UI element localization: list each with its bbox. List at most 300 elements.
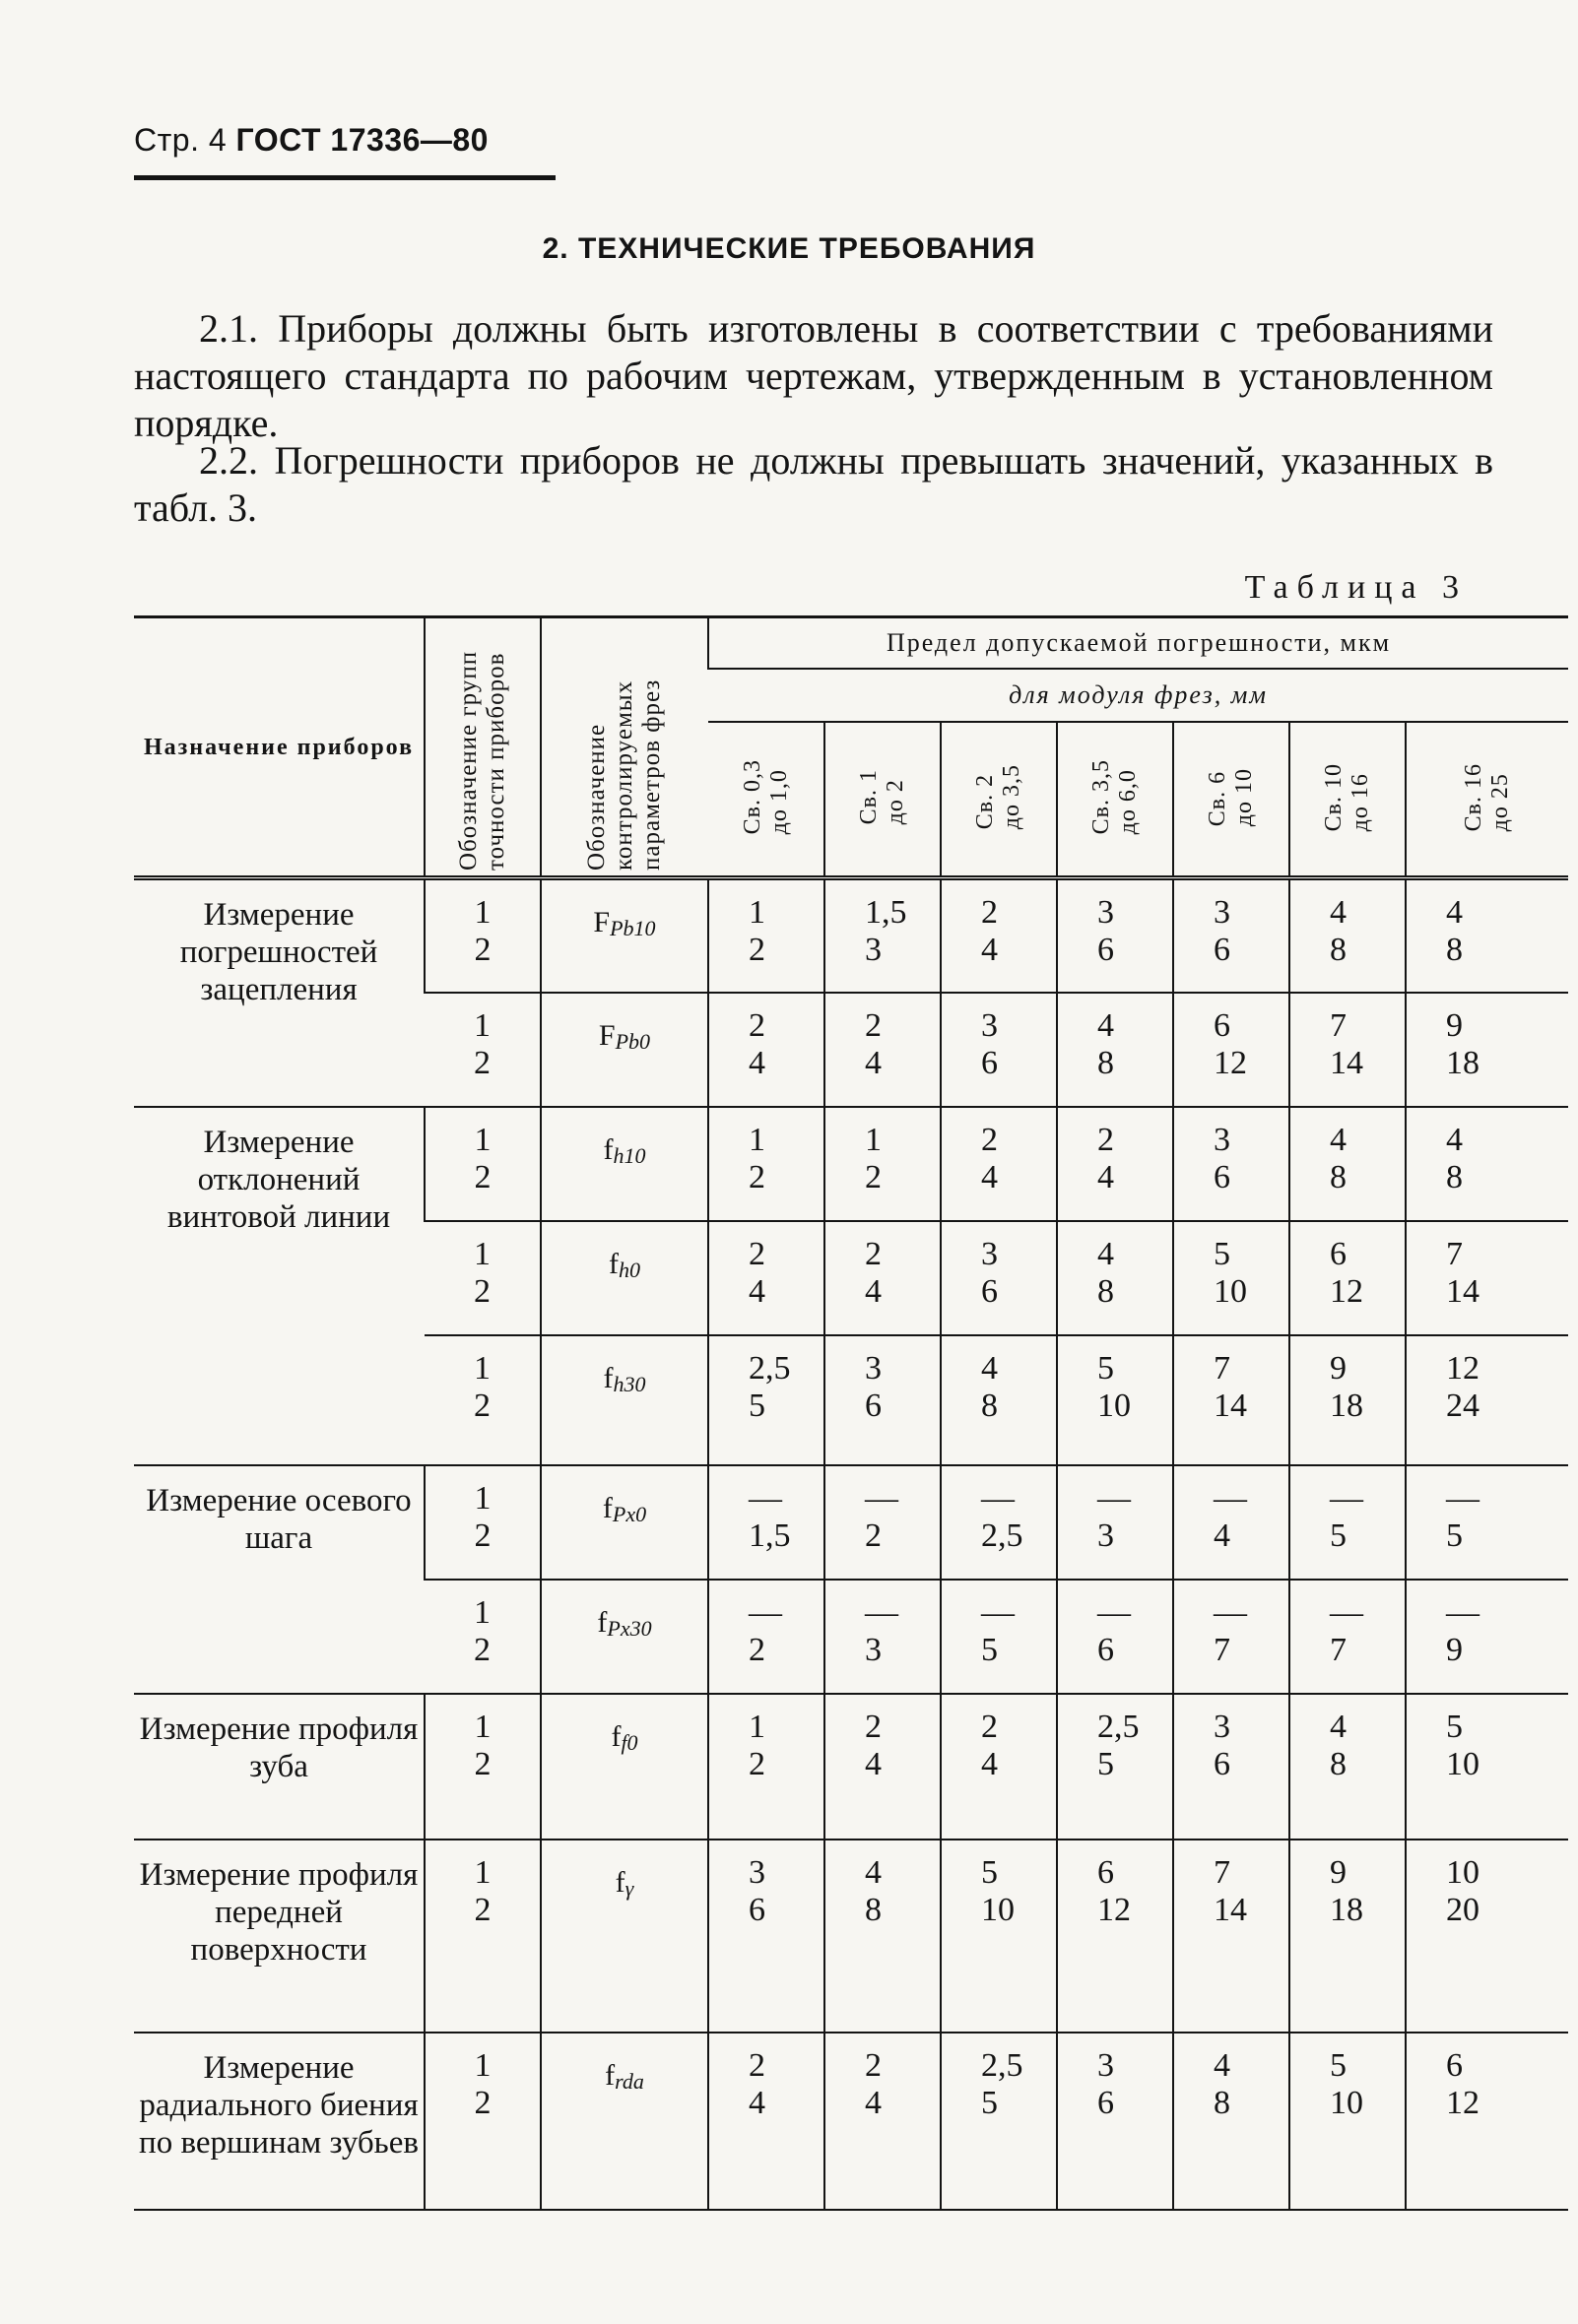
tolerance-value: 6 <box>749 1891 765 1928</box>
tolerance-value: 5 <box>749 1387 765 1424</box>
tolerance-value: 4 <box>1214 1517 1230 1554</box>
tolerance-value: 3 <box>865 932 882 968</box>
accuracy-group-cell <box>425 1221 541 1335</box>
section-title: 2. ТЕХНИЧЕСКИЕ ТРЕБОВАНИЯ <box>542 232 1036 265</box>
tolerance-value: 4 <box>1097 1235 1114 1272</box>
tolerance-cell <box>708 1465 824 1580</box>
tolerance-value: 12 <box>1330 1272 1363 1310</box>
accuracy-group: 1 <box>474 1593 491 1631</box>
tolerance-value: 2 <box>865 1708 882 1745</box>
module-range-label: Св. 6 до 10 <box>1205 767 1257 826</box>
purpose-cell: Измерение осевого шага <box>134 1465 425 1694</box>
tolerance-cell <box>1057 993 1173 1107</box>
tolerance-cell <box>824 878 941 993</box>
tolerance-cell <box>1057 1465 1173 1580</box>
tolerance-value: — <box>1330 1593 1363 1631</box>
parameter-symbol: f <box>605 2058 616 2092</box>
tolerance-cell <box>708 1335 824 1465</box>
head-purpose: Назначение приборов <box>143 734 415 760</box>
tolerance-value: 1 <box>749 1708 765 1745</box>
tolerance-value: 10 <box>1446 1853 1479 1891</box>
accuracy-group-cell <box>425 1465 541 1580</box>
tolerance-value: 5 <box>981 1631 998 1668</box>
tolerance-value: 9 <box>1330 1349 1347 1387</box>
tolerance-value: 4 <box>865 1044 882 1081</box>
tolerance-value: 6 <box>1097 2084 1114 2121</box>
tolerance-value: 6 <box>1214 932 1230 968</box>
tolerance-cell <box>1173 1221 1289 1335</box>
tolerance-value: 2 <box>865 1235 882 1272</box>
tolerance-value: 5 <box>1097 1349 1114 1387</box>
tolerance-cell <box>1173 1107 1289 1221</box>
tolerance-value: 6 <box>1446 2046 1463 2084</box>
tolerance-value: 5 <box>1214 1235 1230 1272</box>
tolerance-cell <box>1057 1694 1173 1840</box>
tolerance-value: 12 <box>1446 1349 1479 1387</box>
tolerance-value: 6 <box>981 1044 998 1081</box>
header-rule <box>134 175 556 180</box>
purpose-cell: Измерение профиля передней поверхности <box>134 1840 425 2033</box>
paragraph-2-1-text: 2.1. Приборы должны быть изготовлены в соответствии с требованиями настоящего стандарта по рабочим чертежам, утвержденным в установленном порядке. <box>134 306 1493 445</box>
tolerance-cell <box>1406 1840 1568 2033</box>
tolerance-cell <box>824 1580 941 1694</box>
tolerance-value: 5 <box>981 2084 998 2121</box>
tolerance-cell <box>1173 1580 1289 1694</box>
tolerance-value: 2 <box>749 1745 765 1782</box>
tolerance-value: 8 <box>1330 932 1347 968</box>
tolerance-value: — <box>749 1479 782 1517</box>
accuracy-group: 1 <box>474 1349 491 1387</box>
parameter-symbol: f <box>597 1605 608 1639</box>
paragraph-2-2 <box>134 437 1493 532</box>
tolerance-cell <box>1289 2033 1406 2210</box>
tolerance-cell <box>1406 1694 1568 1840</box>
tolerance-cell <box>1289 993 1406 1107</box>
tolerance-value: 2 <box>749 1235 765 1272</box>
table-group <box>134 1840 1568 2033</box>
tolerance-cell <box>1289 1335 1406 1465</box>
tolerance-value: — <box>1446 1593 1479 1631</box>
tolerance-value: 3 <box>749 1853 765 1891</box>
parameter-symbol: f <box>603 1361 614 1394</box>
tolerance-cell <box>1289 1465 1406 1580</box>
table-row <box>134 2033 1568 2210</box>
module-range-4 <box>1173 722 1289 875</box>
tolerance-value: 8 <box>1330 1745 1347 1782</box>
tolerance-value: 14 <box>1446 1272 1479 1310</box>
tolerance-value: 4 <box>865 1272 882 1310</box>
tolerance-value: 8 <box>1330 1158 1347 1195</box>
tolerance-value: 1 <box>865 1121 882 1158</box>
tolerance-value: 3 <box>1214 1121 1230 1158</box>
tolerance-value: — <box>865 1593 898 1631</box>
tolerance-value: 9 <box>1446 1006 1463 1044</box>
tolerance-cell <box>1289 878 1406 993</box>
accuracy-group: 1 <box>474 1006 491 1044</box>
accuracy-group: 2 <box>474 1631 491 1668</box>
tolerance-value: 6 <box>1214 1158 1230 1195</box>
accuracy-group: 1 <box>474 1479 492 1517</box>
tolerance-cell <box>1406 1465 1568 1580</box>
tolerance-cell <box>1057 1107 1173 1221</box>
parameter-cell <box>541 2033 708 2210</box>
parameter-cell <box>541 1221 708 1335</box>
table-row <box>134 1840 1568 2033</box>
tolerance-value: 4 <box>981 1349 998 1387</box>
tolerance-value: 6 <box>1330 1235 1347 1272</box>
tolerance-value: 6 <box>1097 1631 1114 1668</box>
tolerance-cell <box>941 2033 1057 2210</box>
tolerance-value: — <box>981 1479 1015 1517</box>
tolerance-value: 2,5 <box>1097 1708 1140 1745</box>
tolerance-value: 4 <box>1330 1121 1347 1158</box>
tolerance-cell <box>1173 2033 1289 2210</box>
tolerance-cell <box>941 1840 1057 2033</box>
tolerance-value: 2 <box>865 1158 882 1195</box>
module-range-label: Св. 2 до 3,5 <box>972 764 1024 830</box>
parameter-symbol: F <box>593 906 611 938</box>
accuracy-group: 2 <box>474 932 492 968</box>
tolerance-value: 4 <box>865 2084 882 2121</box>
tolerance-value: 4 <box>1214 2046 1230 2084</box>
tolerance-cell <box>824 1694 941 1840</box>
page-header <box>134 122 489 159</box>
tolerance-cell <box>1289 1694 1406 1840</box>
tolerance-value: 4 <box>981 1158 998 1195</box>
tolerance-cell <box>1289 1107 1406 1221</box>
table-row <box>134 1107 1568 1221</box>
tolerance-value: 3 <box>1097 1517 1114 1554</box>
tolerance-cell <box>824 1335 941 1465</box>
accuracy-group: 2 <box>474 1891 492 1928</box>
table-row <box>134 878 1568 993</box>
accuracy-group-cell <box>425 1694 541 1840</box>
tolerance-value: 18 <box>1446 1044 1479 1081</box>
tolerance-cell <box>708 1840 824 2033</box>
tolerance-value: 6 <box>1214 1745 1230 1782</box>
parameter-cell <box>541 1580 708 1694</box>
tolerance-value: 2,5 <box>981 1517 1023 1554</box>
tolerance-value: 2 <box>865 1517 882 1554</box>
tolerance-value: 1 <box>749 894 765 931</box>
table-group <box>134 878 1568 1107</box>
tolerance-value: 7 <box>1330 1006 1347 1044</box>
tolerance-cell <box>1406 1580 1568 1694</box>
tolerance-table <box>134 615 1568 2211</box>
tolerance-value: 4 <box>749 2084 765 2121</box>
tolerance-value: 4 <box>1097 1006 1114 1044</box>
parameter-cell <box>541 1840 708 2033</box>
parameter-symbol: f <box>611 1719 622 1753</box>
accuracy-group: 2 <box>474 1745 492 1782</box>
tolerance-value: 2 <box>865 1006 882 1044</box>
tolerance-cell <box>941 1221 1057 1335</box>
parameter-cell <box>541 1335 708 1465</box>
accuracy-group-cell <box>425 1840 541 2033</box>
tolerance-value: 7 <box>1446 1235 1463 1272</box>
tolerance-value: 10 <box>1330 2084 1363 2121</box>
module-range-0 <box>708 722 824 875</box>
tolerance-value: 7 <box>1214 1349 1230 1387</box>
paragraph-2-2-text: 2.2. Погрешности приборов не должны превышать значений, указанных в табл. 3. <box>134 438 1493 530</box>
parameter-subscript: Px30 <box>607 1615 652 1641</box>
tolerance-value: 3 <box>1214 894 1230 931</box>
tolerance-value: 3 <box>1097 2046 1114 2084</box>
tolerance-value: 8 <box>1214 2084 1230 2121</box>
tolerance-value: 8 <box>1446 932 1463 968</box>
parameter-subscript: f0 <box>621 1729 638 1755</box>
tolerance-value: 20 <box>1446 1891 1479 1928</box>
tolerance-cell <box>708 993 824 1107</box>
tolerance-value: 6 <box>981 1272 998 1310</box>
table-group <box>134 1694 1568 1840</box>
tolerance-cell <box>824 1465 941 1580</box>
tolerance-value: 2 <box>981 894 998 931</box>
head-module: для модуля фрез, мм <box>708 669 1568 722</box>
tolerance-cell <box>824 1840 941 2033</box>
tolerance-value: 5 <box>1097 1745 1114 1782</box>
parameter-symbol: f <box>609 1247 619 1280</box>
tolerance-value: 4 <box>865 1745 882 1782</box>
tolerance-value: 2 <box>749 1631 765 1668</box>
parameter-symbol: F <box>598 1018 616 1052</box>
tolerance-value: 10 <box>1214 1272 1247 1310</box>
tolerance-value: 12 <box>1214 1044 1247 1081</box>
tolerance-value: 5 <box>981 1853 998 1891</box>
tolerance-value: 2 <box>1097 1121 1114 1158</box>
parameter-subscript: h0 <box>619 1257 640 1282</box>
tolerance-value: — <box>1214 1479 1247 1517</box>
purpose-cell: Измерение погрешностей зацепления <box>134 878 425 1107</box>
tolerance-value: — <box>865 1479 898 1517</box>
tolerance-value: — <box>1097 1479 1131 1517</box>
module-range-3 <box>1057 722 1173 875</box>
tolerance-value: 2,5 <box>749 1349 791 1387</box>
head-param-cell <box>541 617 708 876</box>
tolerance-cell <box>1173 1694 1289 1840</box>
tolerance-cell <box>941 1107 1057 1221</box>
tolerance-cell <box>1406 2033 1568 2210</box>
tolerance-cell <box>1057 1335 1173 1465</box>
tolerance-value: 4 <box>1330 1708 1347 1745</box>
tolerance-value: 4 <box>865 1853 882 1891</box>
tolerance-value: 4 <box>1446 1121 1463 1158</box>
accuracy-group: 2 <box>474 1387 491 1424</box>
tolerance-value: 5 <box>1330 1517 1347 1554</box>
table-row <box>134 1694 1568 1840</box>
accuracy-group: 1 <box>474 2046 492 2084</box>
tolerance-value: — <box>981 1593 1015 1631</box>
tolerance-value: 2 <box>865 2046 882 2084</box>
tolerance-cell <box>1289 1840 1406 2033</box>
module-range-label: Св. 10 до 16 <box>1321 762 1373 831</box>
tolerance-value: 4 <box>981 932 998 968</box>
tolerance-value: 5 <box>1330 2046 1347 2084</box>
tolerance-value: — <box>1446 1479 1479 1517</box>
tolerance-value: 12 <box>1097 1891 1131 1928</box>
tolerance-cell <box>708 1107 824 1221</box>
tolerance-value: 5 <box>1446 1708 1463 1745</box>
tolerance-value: 6 <box>1097 932 1114 968</box>
table-group <box>134 2033 1568 2210</box>
tolerance-cell <box>708 2033 824 2210</box>
tolerance-value: 8 <box>981 1387 998 1424</box>
module-range-label: Св. 3,5 до 6,0 <box>1088 759 1141 835</box>
table-head <box>134 617 1568 878</box>
head-limit: Предел допускаемой погрешности, мкм <box>708 617 1568 670</box>
tolerance-cell <box>1173 1840 1289 2033</box>
tolerance-value: — <box>1214 1593 1247 1631</box>
tolerance-value: 12 <box>1446 2084 1479 2121</box>
tolerance-cell <box>708 1221 824 1335</box>
tolerance-value: 10 <box>1097 1387 1131 1424</box>
tolerance-value: 4 <box>749 1272 765 1310</box>
parameter-cell <box>541 1694 708 1840</box>
tolerance-value: 5 <box>1446 1517 1463 1554</box>
parameter-cell <box>541 1107 708 1221</box>
tolerance-value: 8 <box>1446 1158 1463 1195</box>
parameter-symbol: f <box>603 1132 614 1166</box>
tolerance-cell <box>824 2033 941 2210</box>
tolerance-value: 3 <box>981 1235 998 1272</box>
purpose-cell: Измерение радиального биения по вершинам зубьев <box>134 2033 425 2210</box>
tolerance-cell <box>941 1694 1057 1840</box>
parameter-subscript: rda <box>615 2068 644 2094</box>
tolerance-value: 6 <box>1097 1853 1114 1891</box>
tolerance-value: 10 <box>981 1891 1015 1928</box>
tolerance-value: — <box>749 1593 782 1631</box>
accuracy-group: 2 <box>474 1158 492 1195</box>
parameter-subscript: Pb0 <box>615 1028 651 1054</box>
tolerance-value: 8 <box>865 1891 882 1928</box>
accuracy-group-cell <box>425 1580 541 1694</box>
tolerance-cell <box>1406 878 1568 993</box>
tolerance-cell <box>1057 2033 1173 2210</box>
tolerance-value: 8 <box>1097 1044 1114 1081</box>
module-range-1 <box>824 722 941 875</box>
parameter-subscript: Px0 <box>612 1501 647 1526</box>
tolerance-cell <box>1057 1221 1173 1335</box>
module-range-6 <box>1406 722 1568 875</box>
tolerance-cell <box>708 878 824 993</box>
module-range-2 <box>941 722 1057 875</box>
parameter-subscript: γ <box>625 1875 634 1901</box>
tolerance-value: 18 <box>1330 1891 1363 1928</box>
tolerance-value: 2 <box>749 1006 765 1044</box>
accuracy-group-cell <box>425 2033 541 2210</box>
page-number: Стр. 4 <box>134 122 228 158</box>
tolerance-value: 4 <box>1446 894 1463 931</box>
tolerance-cell <box>1406 1335 1568 1465</box>
tolerance-value: 3 <box>865 1631 882 1668</box>
tolerance-cell <box>941 993 1057 1107</box>
parameter-subscript: h30 <box>613 1371 646 1396</box>
tolerance-value: 10 <box>1446 1745 1479 1782</box>
tolerance-value: 1 <box>749 1121 765 1158</box>
tolerance-cell <box>1173 993 1289 1107</box>
accuracy-group: 1 <box>474 894 492 931</box>
tolerance-value: 2 <box>981 1121 998 1158</box>
tolerance-value: — <box>1330 1479 1363 1517</box>
tolerance-value: 4 <box>749 1044 765 1081</box>
accuracy-group-cell <box>425 993 541 1107</box>
tolerance-cell <box>1289 1580 1406 1694</box>
accuracy-group: 1 <box>474 1708 492 1745</box>
accuracy-group-cell <box>425 878 541 993</box>
tolerance-value: 9 <box>1446 1631 1463 1668</box>
tolerance-cell <box>1406 1107 1568 1221</box>
accuracy-group: 1 <box>474 1853 492 1891</box>
accuracy-group: 1 <box>474 1235 491 1272</box>
tolerance-cell <box>941 1335 1057 1465</box>
tolerance-value: 3 <box>1214 1708 1230 1745</box>
purpose-cell: Измерение отклонений винтовой линии <box>134 1107 425 1465</box>
module-range-label: Св. 0,3 до 1,0 <box>739 759 792 835</box>
tolerance-value: 6 <box>1214 1006 1230 1044</box>
table-row <box>134 1465 1568 1580</box>
tolerance-cell <box>708 1580 824 1694</box>
tolerance-cell <box>941 1465 1057 1580</box>
tolerance-value: 1,5 <box>749 1517 791 1554</box>
parameter-subscript: h10 <box>613 1142 646 1168</box>
tolerance-cell <box>941 1580 1057 1694</box>
tolerance-value: 2,5 <box>981 2046 1023 2084</box>
tolerance-cell <box>824 993 941 1107</box>
tolerance-cell <box>1057 878 1173 993</box>
tolerance-cell <box>1173 878 1289 993</box>
head-group-cell <box>425 617 541 876</box>
tolerance-value: 2 <box>749 1158 765 1195</box>
tolerance-value: 14 <box>1214 1891 1247 1928</box>
tolerance-value: 24 <box>1446 1387 1479 1424</box>
tolerance-value: 4 <box>981 1745 998 1782</box>
tolerance-value: 2 <box>749 2046 765 2084</box>
tolerance-cell <box>1406 1221 1568 1335</box>
parameter-cell <box>541 1465 708 1580</box>
parameter-symbol: f <box>615 1865 625 1899</box>
tolerance-cell <box>1173 1465 1289 1580</box>
tolerance-value: 7 <box>1214 1853 1230 1891</box>
parameter-symbol: f <box>602 1491 613 1524</box>
tolerance-value: 2 <box>981 1708 998 1745</box>
accuracy-group: 2 <box>474 1044 491 1081</box>
tolerance-value: 14 <box>1214 1387 1247 1424</box>
tolerance-value: 6 <box>865 1387 882 1424</box>
tolerance-cell <box>1289 1221 1406 1335</box>
accuracy-group: 1 <box>474 1121 492 1158</box>
accuracy-group: 2 <box>474 1272 491 1310</box>
tolerance-value: — <box>1097 1593 1131 1631</box>
tolerance-value: 4 <box>1330 894 1347 931</box>
tolerance-cell <box>824 1221 941 1335</box>
parameter-cell <box>541 878 708 993</box>
tolerance-cell <box>1406 993 1568 1107</box>
tolerance-value: 14 <box>1330 1044 1363 1081</box>
module-range-label: Св. 16 до 25 <box>1461 762 1514 831</box>
accuracy-group-cell <box>425 1107 541 1221</box>
tolerance-cell <box>1057 1580 1173 1694</box>
parameter-cell <box>541 993 708 1107</box>
head-group: Обозначение групп точности приборов <box>455 650 509 871</box>
tolerance-cell <box>1173 1335 1289 1465</box>
tolerance-value: 3 <box>865 1349 882 1387</box>
accuracy-group-cell <box>425 1335 541 1465</box>
accuracy-group: 2 <box>474 1517 492 1554</box>
tolerance-cell <box>708 1694 824 1840</box>
module-range-5 <box>1289 722 1406 875</box>
standard-code: ГОСТ 17336—80 <box>235 122 489 158</box>
tolerance-value: 4 <box>1097 1158 1114 1195</box>
